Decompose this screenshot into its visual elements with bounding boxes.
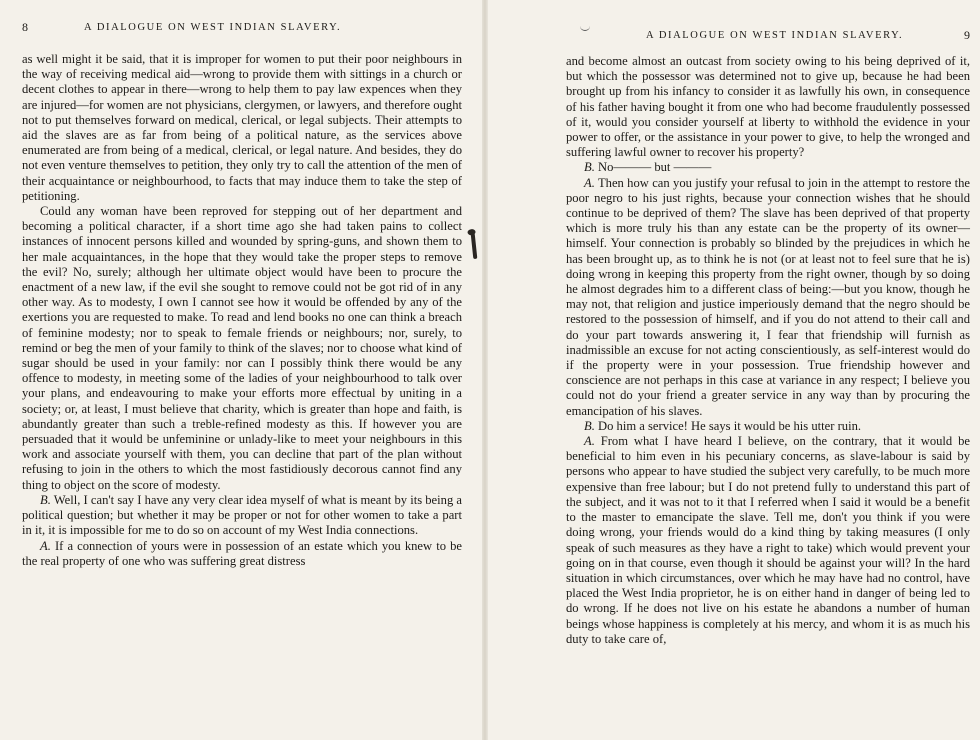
left-running-title: A DIALOGUE ON WEST INDIAN SLAVERY.: [84, 22, 342, 33]
speaker-label: A.: [40, 538, 51, 553]
left-paragraph-4: [22, 539, 462, 569]
paragraph-text: Could any woman have been reproved for stepping out of her department and becoming a political character, if a short time ago she had taken pains to collect instances of innocent persons killed and wounded by spring-guns, and shown them to her male acquaintances, in the hope that they would take the proper steps to remove the evil? No, surely; although her ultimate object would have been to procure the enactment of a new law, if the evil she sought to remove could not be got rid of in any other way. As to modesty, I own I cannot see how it would be offended by any of the exertions you are requested to make. To read and lend books no one can think a breach of feminine modesty; nor to speak to female friends or neighbours; nor, surely, to remind or beg the men of your family to think of the slaves; nor to choose what kind of sugar should be used in your family: nor can I possibly think there would be any offence to modesty, in meeting some of the ladies of your neighbourhood to talk over your plans, and endeavouring to make your efforts more effectual by uniting in a society; or, at least, I must believe that charity, which is greater than hope and faith, is abundantly greater than such a treble-refined modesty as this. If however you are persuaded that it would be unfeminine or unlady-like to meet your neighbours in this work and associate yourself with them, you can decline that part of the plan without refusing to join in the others to which the most fastidiously decorous cannot find any thing to object on the score of modesty.: [22, 204, 462, 492]
right-page: [488, 0, 980, 740]
left-paragraph-3: [22, 493, 462, 539]
left-body-text: [22, 52, 462, 569]
right-paragraph-1: [566, 54, 970, 160]
right-page-number: 9: [964, 28, 970, 42]
paragraph-text: Well, I can't say I have any very clear idea myself of what is meant by its being a political question; but whether it may be proper or not for other women to take a part in it, it is impossible for me to do so on account of my West India connections.: [22, 492, 462, 538]
paragraph-text: If a connection of yours were in possession of an estate which you knew to be the real property of one who was suffering great distress: [22, 538, 462, 568]
speaker-label: B.: [40, 492, 51, 507]
paragraph-text: Do him a service! He says it would be his utter ruin.: [598, 418, 862, 433]
left-page: [0, 0, 482, 740]
right-body-text: [566, 54, 970, 647]
left-paragraph-2: [22, 204, 462, 493]
speaker-label: A.: [584, 434, 595, 449]
paragraph-text: Then how can you justify your refusal to join in the attempt to restore the poor negro to his just rights, because your connection wishes that he should continue to be deprived of them? The slave has been deprived of that property which is more truly his than any estate can be the property of its owner—himself. Your connection is probably so blinded by the prejudices in which he has been brought up, as to think he is not (or at least not to feel sure that he is) doing wrong in keeping this property from the right owner, though by so doing he almost degrades him to a different class of being:—but you know, though he may not, that religion and justice imperiously demand that the negro should be restored to the possession of himself, and if you do not attend to their call and do your part towards answering it, I fear that friendship will furnish as inadmissible an excuse for not acting conscientiously, as self-interest would do if the property were in your possession. True friendship however and conscience are not perhaps in this case at variance in any respect; I believe you could not do your friend a greater service in any way than by procuring the emancipation of his slaves.: [566, 175, 971, 418]
left-page-number: 8: [22, 20, 28, 34]
paragraph-text: From what I have heard I believe, on the contrary, that it would be beneficial to him even in his pecuniary concerns, as slave-labour is said by persons who appear to have studied the subject very carefully, to be much more expensive than free labour; but I do not pretend fully to understand this part of the subject, and it was not to it that I referred when I said it would be a benefit to the master to emancipate the slave. Tell me, don't you think if you were doing wrong, your friends would do a kind thing by taking measures (I only speak of such measures as they have a right to take) which would prevent your going on in that course, even though it should be against your will? In the hard situation in which circumstances, over which he may have had no control, have placed the West India proprietor, he is on either hand in danger of being led to do wrong. If he does not live on his estate he abandons a number of human beings whose happiness is completely at his mercy, and whom it is as much his duty to take care of,: [566, 434, 970, 646]
right-paragraph-4: [566, 419, 970, 434]
paragraph-text: No——— but ———: [598, 160, 712, 175]
paragraph-text: and become almost an outcast from society owing to his being deprived of it, but which the possessor was determined not to give up, because he had been brought up from his infancy to consider it as lawfully his own, in consequence of his father having bought it from one who had become fraudulently possessed of it, would you consider yourself at liberty to withhold the evidence in your power to offer, or the assistance in your power to give, to help the wronged and suffering lawful owner to recover his property?: [566, 54, 970, 160]
right-running-title: A DIALOGUE ON WEST INDIAN SLAVERY.: [646, 30, 904, 41]
right-paragraph-2: [566, 160, 970, 175]
right-paragraph-5: [566, 434, 970, 647]
paragraph-text: as well might it be said, that it is improper for women to put their poor neighbours in the way of receiving medical aid—wrong to provide them with sittings in a church or decent clothes to appear in there—wrong to help them to pay law expences when they are injured—for women are not physicians, clergymen, or lawyers, and therefore ought not to put themselves forward on medical, clerical, or legal subjects. Their attempts to aid the slaves are as far from being of a political nature, as the services above enumerated are from being of a medical, clerical, or legal nature. And besides, they do not even venture themselves to petition, they only try to call the attention of the men of their acquaintance or neighbourhood, to facts that may induce them to take the step of petitioning.: [22, 52, 462, 203]
right-paragraph-3: [566, 176, 970, 419]
left-paragraph-1: [22, 52, 462, 204]
speaker-label: B.: [584, 418, 595, 433]
left-running-head: [22, 22, 462, 40]
speaker-label: A.: [584, 175, 595, 190]
speaker-label: B.: [584, 160, 595, 175]
right-running-head: [566, 22, 970, 40]
